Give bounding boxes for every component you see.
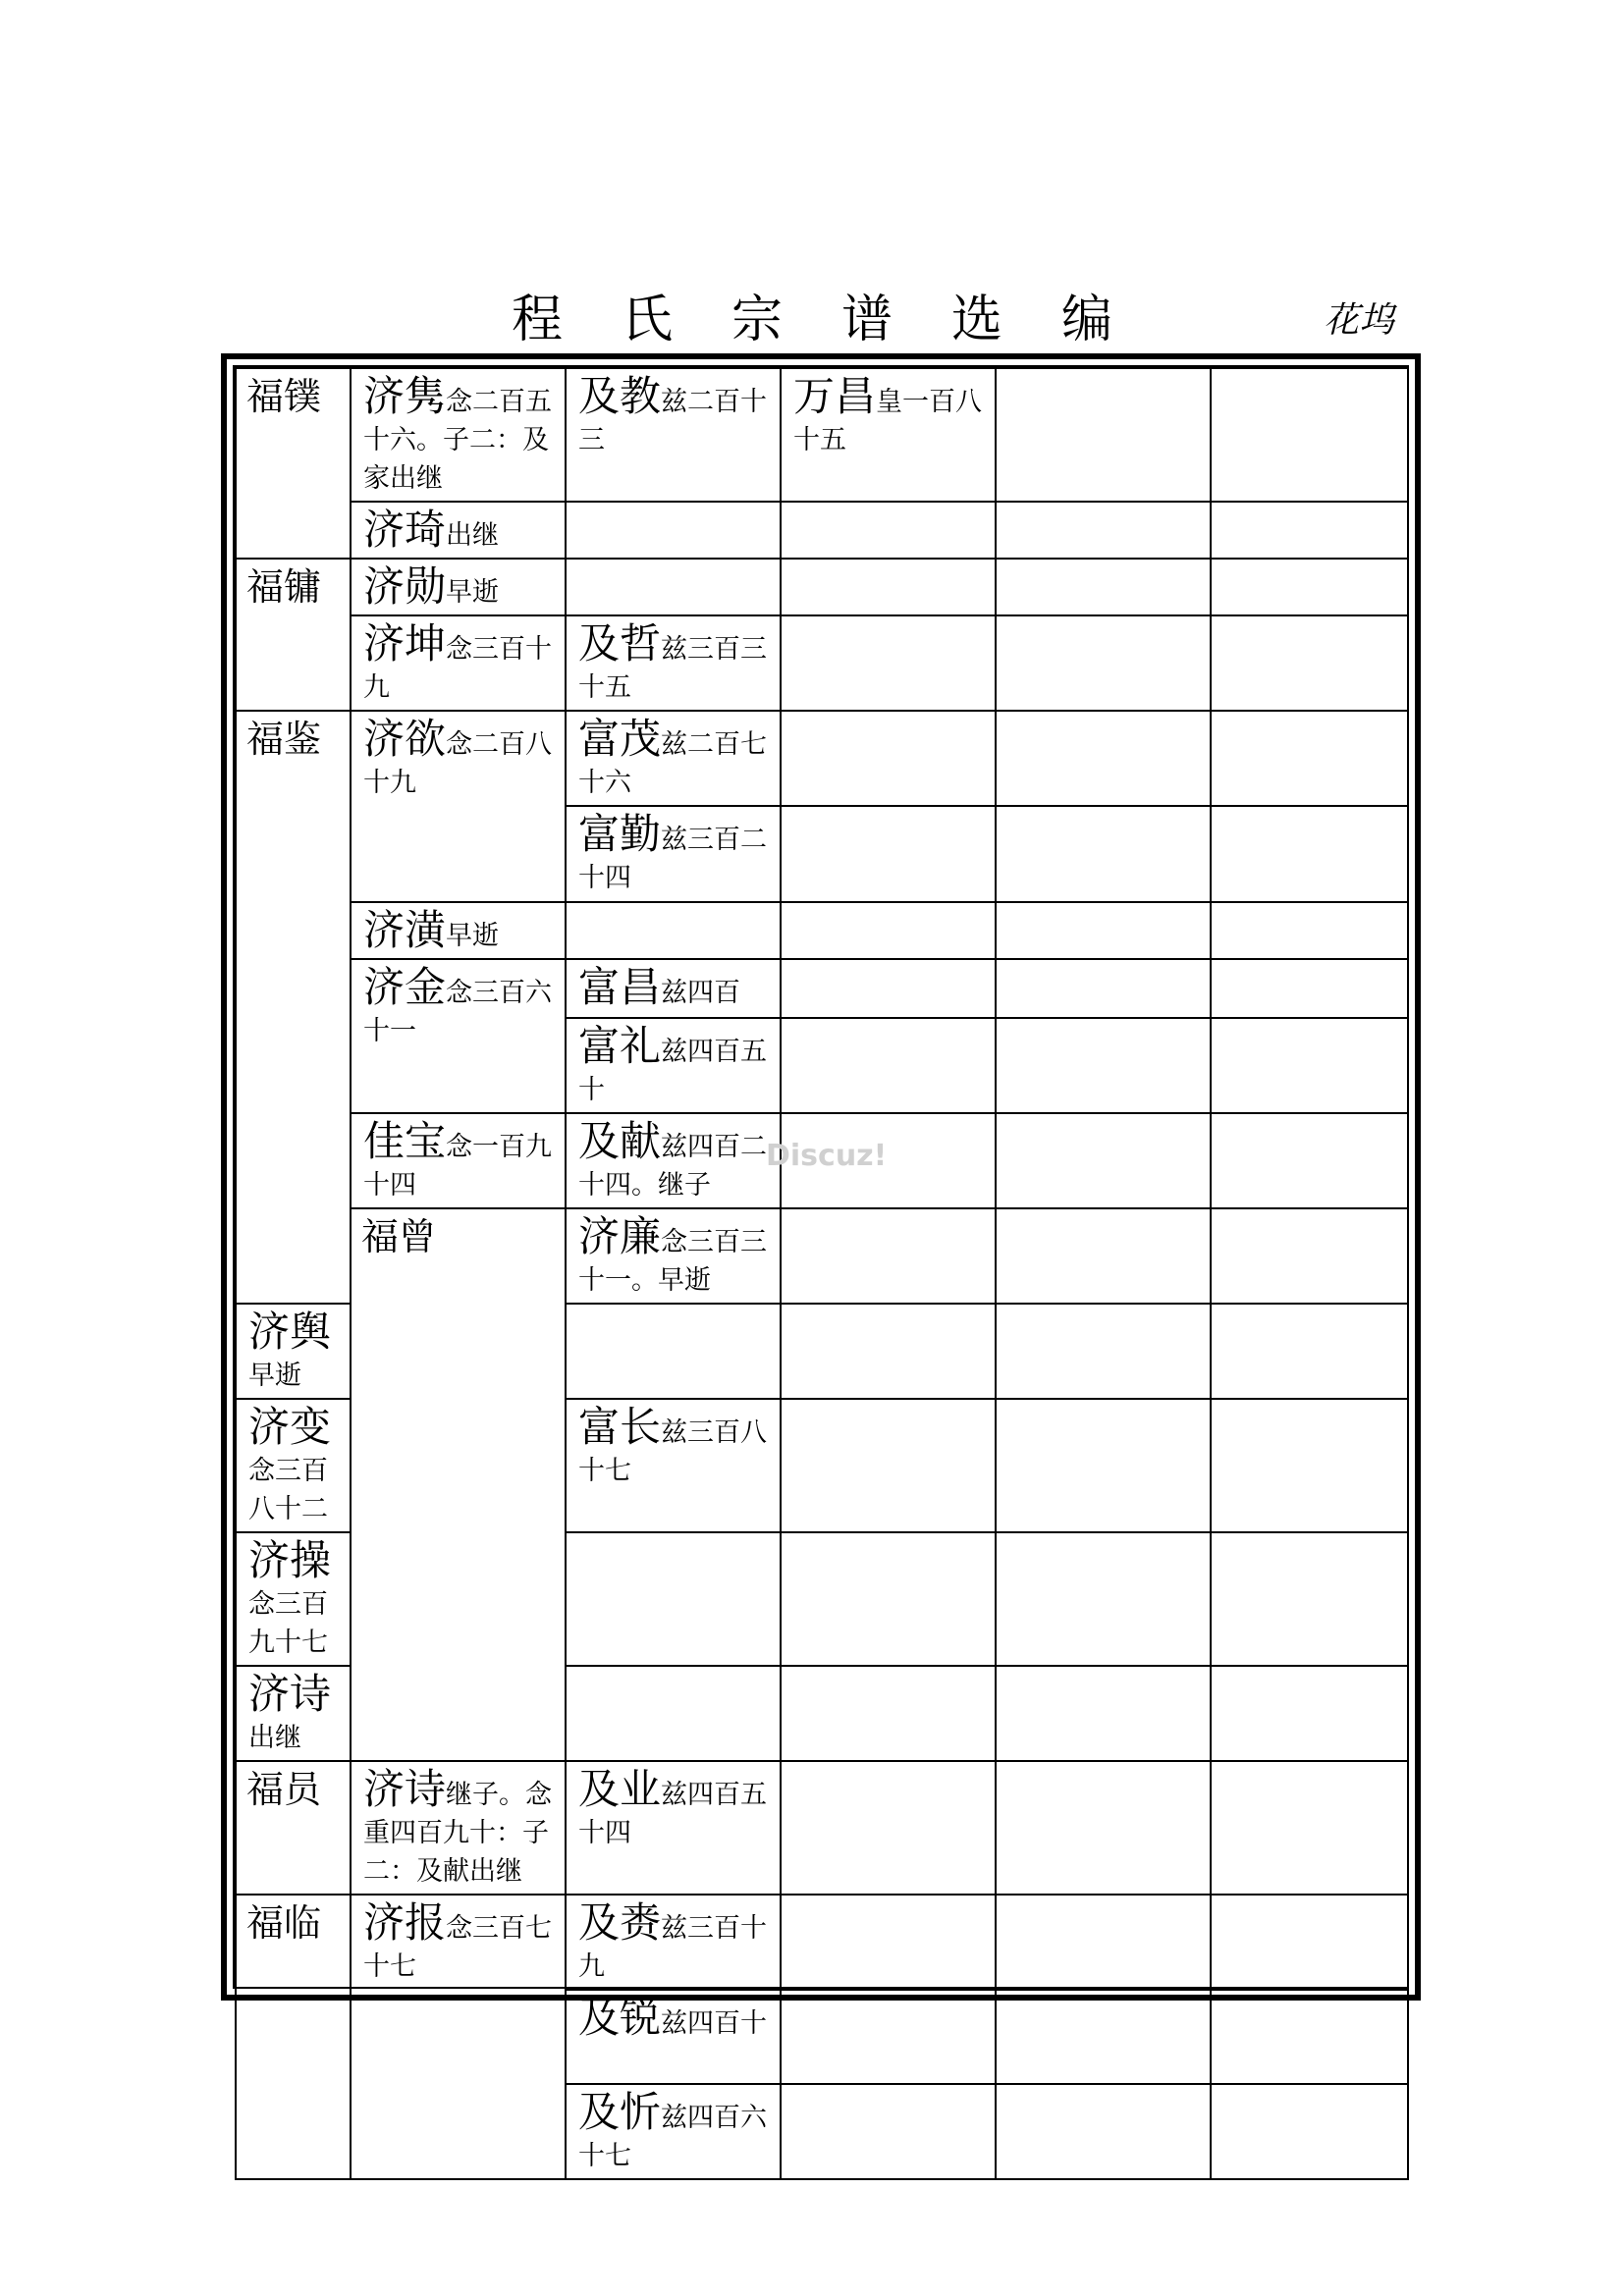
person-note: 念三百六十一 (363, 978, 553, 1046)
generation3-cell (566, 368, 781, 502)
table-row (236, 959, 1408, 1018)
person-note: 早逝 (446, 577, 500, 608)
person-note: 早逝 (446, 921, 500, 951)
generation6-cell (1211, 959, 1408, 1018)
person-entry (578, 2089, 768, 2178)
person-entry (363, 1766, 553, 1894)
generation3-cell (566, 1399, 781, 1532)
generation1-cell: 福镤 (236, 368, 351, 559)
generation2-cell (351, 502, 566, 559)
generation6-cell (1211, 1399, 1408, 1532)
generation3-cell (781, 1208, 996, 1304)
generation5-cell (996, 1018, 1211, 1113)
generation4-cell (781, 1304, 996, 1399)
generation6-cell (1211, 502, 1408, 559)
person-name: 济操 (248, 1536, 332, 1584)
person-note: 兹二百十三 (578, 387, 768, 455)
generation2-cell (351, 1895, 566, 2179)
generation4-cell (781, 1666, 996, 1761)
generation5-cell (996, 959, 1211, 1018)
person-entry (363, 507, 553, 558)
person-name: 济变 (248, 1403, 332, 1451)
generation6-cell (1211, 1018, 1408, 1113)
generation3-cell (566, 1666, 781, 1761)
generation2-cell (566, 1208, 781, 1304)
generation3-cell (566, 2084, 781, 2179)
generation4-cell (781, 1761, 996, 1895)
generation3-cell (566, 1018, 781, 1113)
person-note: 念一百九十四 (363, 1132, 553, 1201)
person-name: 济琦 (363, 506, 447, 554)
generation2-cell (351, 902, 566, 959)
person-name: 及忻 (578, 2088, 662, 2136)
generation4-cell (781, 1532, 996, 1666)
generation6-cell (1211, 902, 1408, 959)
generation2-cell (351, 959, 566, 1113)
generation1-cell: 福临 (236, 1895, 351, 2179)
generation6-cell (1211, 2084, 1408, 2179)
generation6-cell (1211, 711, 1408, 806)
generation3-cell (566, 959, 781, 1018)
generation3-cell (566, 1990, 781, 2084)
person-note: 念三百八十二 (248, 1456, 328, 1524)
person-note: 兹四百十 (661, 2008, 768, 2039)
person-name: 及赉 (578, 1898, 662, 1947)
genealogy-table-body (236, 368, 1408, 2179)
generation6-cell (1211, 368, 1408, 502)
person-note: 兹三百十九 (578, 1913, 768, 1982)
person-note: 兹三百二十四 (578, 825, 768, 893)
person-name: 及业 (578, 1765, 662, 1813)
person-entry (578, 620, 768, 710)
generation2-cell (236, 1666, 351, 1761)
generation5-cell (996, 1304, 1211, 1399)
person-name: 济潢 (363, 906, 447, 954)
generation6-cell (1211, 559, 1408, 615)
generation4-cell (781, 1399, 996, 1532)
person-entry (363, 620, 553, 710)
table-row (236, 1208, 1408, 1304)
generation3-cell (566, 559, 781, 615)
person-entry (363, 563, 553, 614)
generation3-cell (566, 806, 781, 902)
person-entry (578, 964, 768, 1015)
generation4-cell (781, 2084, 996, 2179)
generation6-cell (1211, 1761, 1408, 1895)
person-name: 济诗 (363, 1765, 447, 1813)
table-row (236, 559, 1408, 615)
generation6-cell (1211, 1532, 1408, 1666)
person-name: 富昌 (578, 963, 662, 1011)
place-label: 花坞 (1324, 300, 1395, 341)
person-entry (578, 1023, 768, 1112)
person-entry (793, 373, 983, 462)
generation6-cell (1211, 615, 1408, 711)
genealogy-inner-frame (233, 365, 1409, 2171)
person-note: 兹四百六十七 (578, 2103, 768, 2171)
person-note: 兹四百五十四 (578, 1780, 768, 1848)
generation3-cell (566, 1895, 781, 1990)
person-name: 济隽 (363, 372, 447, 420)
generation1-cell: 福鉴 (236, 711, 351, 1304)
generation2-cell (236, 1532, 351, 1666)
person-entry (578, 1213, 768, 1303)
person-name: 富长 (578, 1403, 662, 1451)
person-note: 兹四百 (661, 978, 741, 1008)
generation2-cell (351, 1113, 566, 1208)
person-entry (248, 1404, 338, 1531)
title-char: 宗 (731, 291, 812, 349)
generation4-cell (781, 902, 996, 959)
generation5-cell (996, 502, 1211, 559)
table-row (236, 1761, 1408, 1895)
person-entry (363, 964, 553, 1053)
person-note: 出继 (446, 520, 500, 551)
person-entry (578, 811, 768, 900)
generation5-cell (996, 1532, 1211, 1666)
person-entry (363, 1118, 553, 1207)
generation6-cell (1211, 1990, 1408, 2084)
generation4-cell (996, 1208, 1211, 1304)
person-entry (363, 373, 553, 501)
table-row (236, 711, 1408, 806)
generation4-cell (781, 959, 996, 1018)
person-name: 及教 (578, 372, 662, 420)
person-name: 富茂 (578, 715, 662, 763)
generation5-cell (996, 806, 1211, 902)
generation3-cell (566, 502, 781, 559)
generation2-cell (351, 1761, 566, 1895)
generation5-cell (1211, 1208, 1408, 1304)
person-name: 佳宝 (363, 1117, 447, 1165)
person-note: 出继 (248, 1723, 301, 1753)
generation3-cell (566, 1113, 781, 1208)
generation6-cell (1211, 1304, 1408, 1399)
generation4-cell (781, 1895, 996, 1990)
person-entry (248, 1308, 338, 1398)
generation6-cell (1211, 1113, 1408, 1208)
generation2-cell (351, 559, 566, 615)
person-entry (578, 1766, 768, 1855)
generation5-cell (996, 559, 1211, 615)
generation3-cell (566, 1761, 781, 1895)
table-row (236, 615, 1408, 711)
title-char: 氏 (621, 291, 702, 349)
title-char: 谱 (841, 291, 923, 349)
generation2-cell (351, 615, 566, 711)
generation5-cell (996, 1666, 1211, 1761)
generation5-cell (996, 615, 1211, 711)
person-note: 继子。念重四百九十：子二：及献出继 (363, 1780, 553, 1887)
title-char: 编 (1061, 291, 1143, 349)
person-note: 念三百十九 (363, 634, 553, 703)
generation6-cell (1211, 806, 1408, 902)
generation4-cell (781, 615, 996, 711)
person-entry (578, 716, 768, 805)
person-name: 及献 (578, 1117, 662, 1165)
genealogy-frame (221, 353, 1421, 2171)
watermark: Discuz! (766, 1139, 888, 1173)
person-note: 兹二百七十六 (578, 729, 768, 798)
table-row (236, 502, 1408, 559)
person-entry (578, 373, 768, 462)
person-name: 济欲 (363, 715, 447, 763)
title-char: 选 (951, 291, 1033, 349)
person-entry (363, 907, 553, 958)
generation5-cell (996, 1399, 1211, 1532)
person-entry (578, 1118, 768, 1207)
generation3-cell (566, 711, 781, 806)
generation1-cell: 福员 (236, 1761, 351, 1895)
generation3-cell (566, 1532, 781, 1666)
person-entry (578, 1404, 768, 1493)
person-note: 念三百九十七 (248, 1589, 328, 1658)
genealogy-table (235, 367, 1409, 2180)
generation3-cell (566, 1304, 781, 1399)
generation5-cell (996, 902, 1211, 959)
person-entry (248, 1537, 338, 1665)
generation1-cell: 福镛 (236, 559, 351, 711)
person-entry (248, 1671, 338, 1760)
generation5-cell (996, 1990, 1211, 2084)
person-note: 念三百七十七 (363, 1913, 553, 1982)
person-name: 富勤 (578, 810, 662, 858)
person-name: 万昌 (793, 372, 877, 420)
person-name: 及哲 (578, 619, 662, 667)
title-char: 程 (511, 291, 592, 349)
generation4-cell (781, 711, 996, 806)
generation5-cell (996, 368, 1211, 502)
person-note: 念二百八十九 (363, 729, 553, 798)
generation5-cell (996, 711, 1211, 806)
generation4-cell (781, 806, 996, 902)
generation5-cell (996, 1113, 1211, 1208)
table-row (236, 902, 1408, 959)
person-note: 兹四百二十四。继子 (578, 1132, 768, 1201)
person-note: 皇一百八十五 (793, 387, 983, 455)
person-note: 兹四百五十 (578, 1037, 768, 1105)
generation5-cell (996, 1895, 1211, 1990)
person-note: 兹三百八十七 (578, 1417, 768, 1486)
generation2-cell (236, 1399, 351, 1532)
generation5-cell (996, 2084, 1211, 2179)
person-entry (363, 716, 553, 805)
person-name: 济诗 (248, 1670, 332, 1718)
person-entry (363, 1899, 553, 1989)
person-note: 念二百五十六。子二：及家出继 (363, 387, 553, 494)
generation3-cell (566, 615, 781, 711)
generation6-cell (1211, 1666, 1408, 1761)
person-name: 济坤 (363, 619, 447, 667)
table-row (236, 1895, 1408, 1990)
person-name: 及锐 (578, 1994, 662, 2042)
generation3-cell (566, 902, 781, 959)
person-entry (578, 1899, 768, 1989)
generation4-cell (781, 1990, 996, 2084)
table-row (236, 368, 1408, 502)
person-name: 济金 (363, 963, 447, 1011)
generation1-cell: 福曾 (351, 1208, 566, 1761)
person-note: 念三百三十一。早逝 (578, 1227, 768, 1296)
generation4-cell (781, 1018, 996, 1113)
person-name: 济勋 (363, 562, 447, 611)
generation2-cell (351, 711, 566, 902)
generation4-cell (781, 368, 996, 502)
generation2-cell (351, 368, 566, 502)
person-name: 济舆 (248, 1308, 332, 1356)
person-note: 兹三百三十五 (578, 634, 768, 703)
person-name: 富礼 (578, 1022, 662, 1070)
generation4-cell (781, 559, 996, 615)
generation6-cell (1211, 1895, 1408, 1990)
generation5-cell (996, 1761, 1211, 1895)
person-name: 济报 (363, 1898, 447, 1947)
person-entry (578, 1995, 768, 2046)
person-name: 济廉 (578, 1212, 662, 1260)
person-note: 早逝 (248, 1361, 301, 1391)
generation2-cell (236, 1304, 351, 1399)
generation4-cell (781, 502, 996, 559)
